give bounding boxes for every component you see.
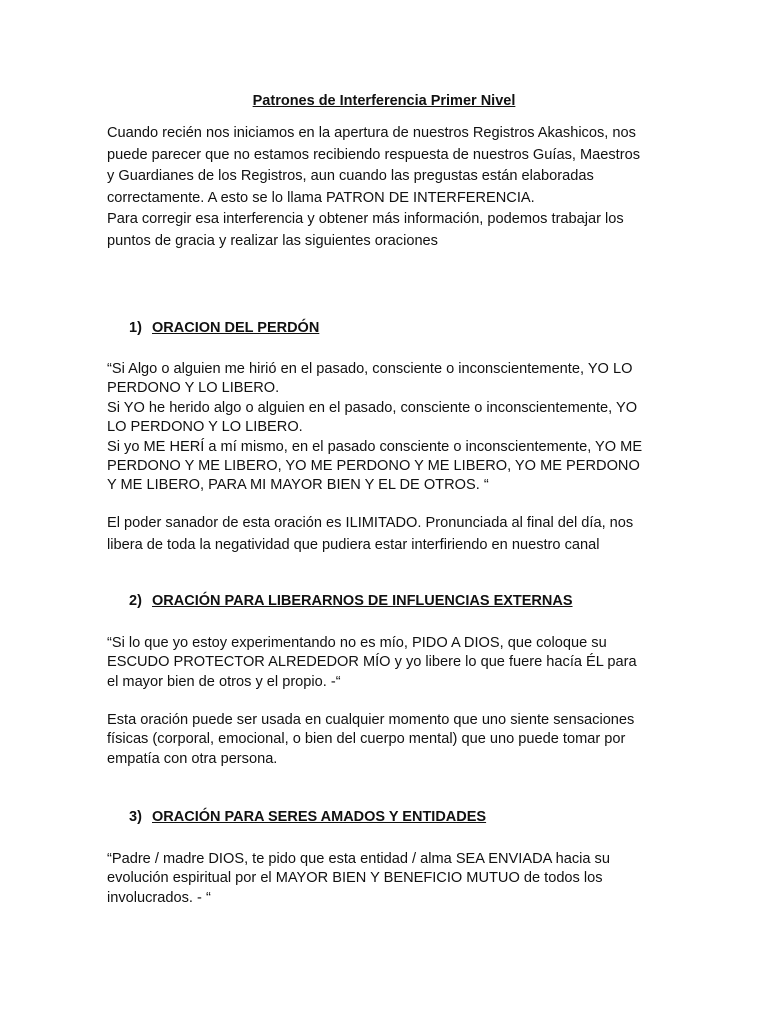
note-line: Esta oración puede ser usada en cualquier momento que uno siente sensaciones	[107, 712, 635, 728]
section-heading-3	[129, 807, 486, 827]
intro-line: y Guardianes de los Registros, aun cuando las pregustas están elaboradas	[107, 168, 594, 185]
prayer-paragraph-3	[107, 850, 667, 908]
prayer-line: ESCUDO PROTECTOR ALREDEDOR MÍO y yo libere lo que fuere hacía ÉL para	[107, 654, 637, 671]
prayer-paragraph-2	[107, 634, 667, 692]
section-heading-text: ORACION DEL PERDÓN	[152, 320, 320, 336]
prayer-paragraph-1	[107, 360, 667, 496]
prayer-line: PERDONO Y LO LIBERO.	[107, 380, 280, 397]
intro-line: correctamente. A esto se lo llama PATRON DE INTERFERENCIA.	[107, 189, 535, 206]
note-line: empatía con otra persona.	[107, 750, 278, 767]
prayer-line: “Si lo que yo estoy experimentando no es mío, PIDO A DIOS, que coloque su	[107, 635, 607, 651]
note-line: libera de toda la negatividad que pudiera estar interfiriendo en nuestro canal	[107, 536, 600, 553]
prayer-line: LO PERDONO Y LO LIBERO.	[107, 419, 303, 436]
prayer-line: Si yo ME HERÍ a mí mismo, en el pasado consciente o inconscientemente, YO ME	[107, 438, 643, 455]
prayer-line: el mayor bien de otros y el propio. -“	[107, 673, 341, 690]
section-heading-text: ORACIÓN PARA LIBERARNOS DE INFLUENCIAS EXTERNAS	[152, 593, 573, 609]
note-paragraph-2	[107, 711, 667, 769]
intro-paragraph	[107, 123, 667, 253]
document-title: Patrones de Interferencia Primer Nivel	[252, 93, 516, 109]
note-line: físicas (corporal, emocional, o bien del cuerpo mental) que uno puede tomar por	[107, 731, 626, 748]
intro-line: puede parecer que no estamos recibiendo respuesta de nuestros Guías, Maestros	[107, 146, 640, 163]
prayer-line: evolución espiritual por el MAYOR BIEN Y BENEFICIO MUTUO de todos los	[107, 870, 603, 887]
section-heading-2	[129, 591, 573, 611]
prayer-line: “Si Algo o alguien me hirió en el pasado, consciente o inconscientemente, YO LO	[107, 361, 633, 377]
intro-line: Cuando recién nos iniciamos en la apertura de nuestros Registros Akashicos, nos	[107, 125, 636, 141]
prayer-line: Si YO he herido algo o alguien en el pasado, consciente o inconscientemente, YO	[107, 399, 638, 416]
prayer-line: PERDONO Y ME LIBERO, YO ME PERDONO Y ME LIBERO, YO ME PERDONO	[107, 458, 640, 475]
prayer-line: involucrados. - “	[107, 889, 211, 906]
note-line: El poder sanador de esta oración es ILIMITADO. Pronunciada al final del día, nos	[107, 515, 634, 531]
prayer-line: “Padre / madre DIOS, te pido que esta entidad / alma SEA ENVIADA hacia su	[107, 851, 610, 867]
prayer-line: Y ME LIBERO, PARA MI MAYOR BIEN Y EL DE OTROS. “	[107, 477, 489, 494]
section-number: 2)	[129, 593, 142, 609]
note-paragraph-1	[107, 513, 667, 556]
section-number: 1)	[129, 320, 142, 336]
intro-line: Para corregir esa interferencia y obtener más información, podemos trabajar los	[107, 211, 624, 228]
section-heading-text: ORACIÓN PARA SERES AMADOS Y ENTIDADES	[152, 809, 487, 825]
section-number: 3)	[129, 809, 142, 825]
intro-line: puntos de gracia y realizar las siguientes oraciones	[107, 232, 438, 249]
section-heading-1	[129, 318, 319, 338]
